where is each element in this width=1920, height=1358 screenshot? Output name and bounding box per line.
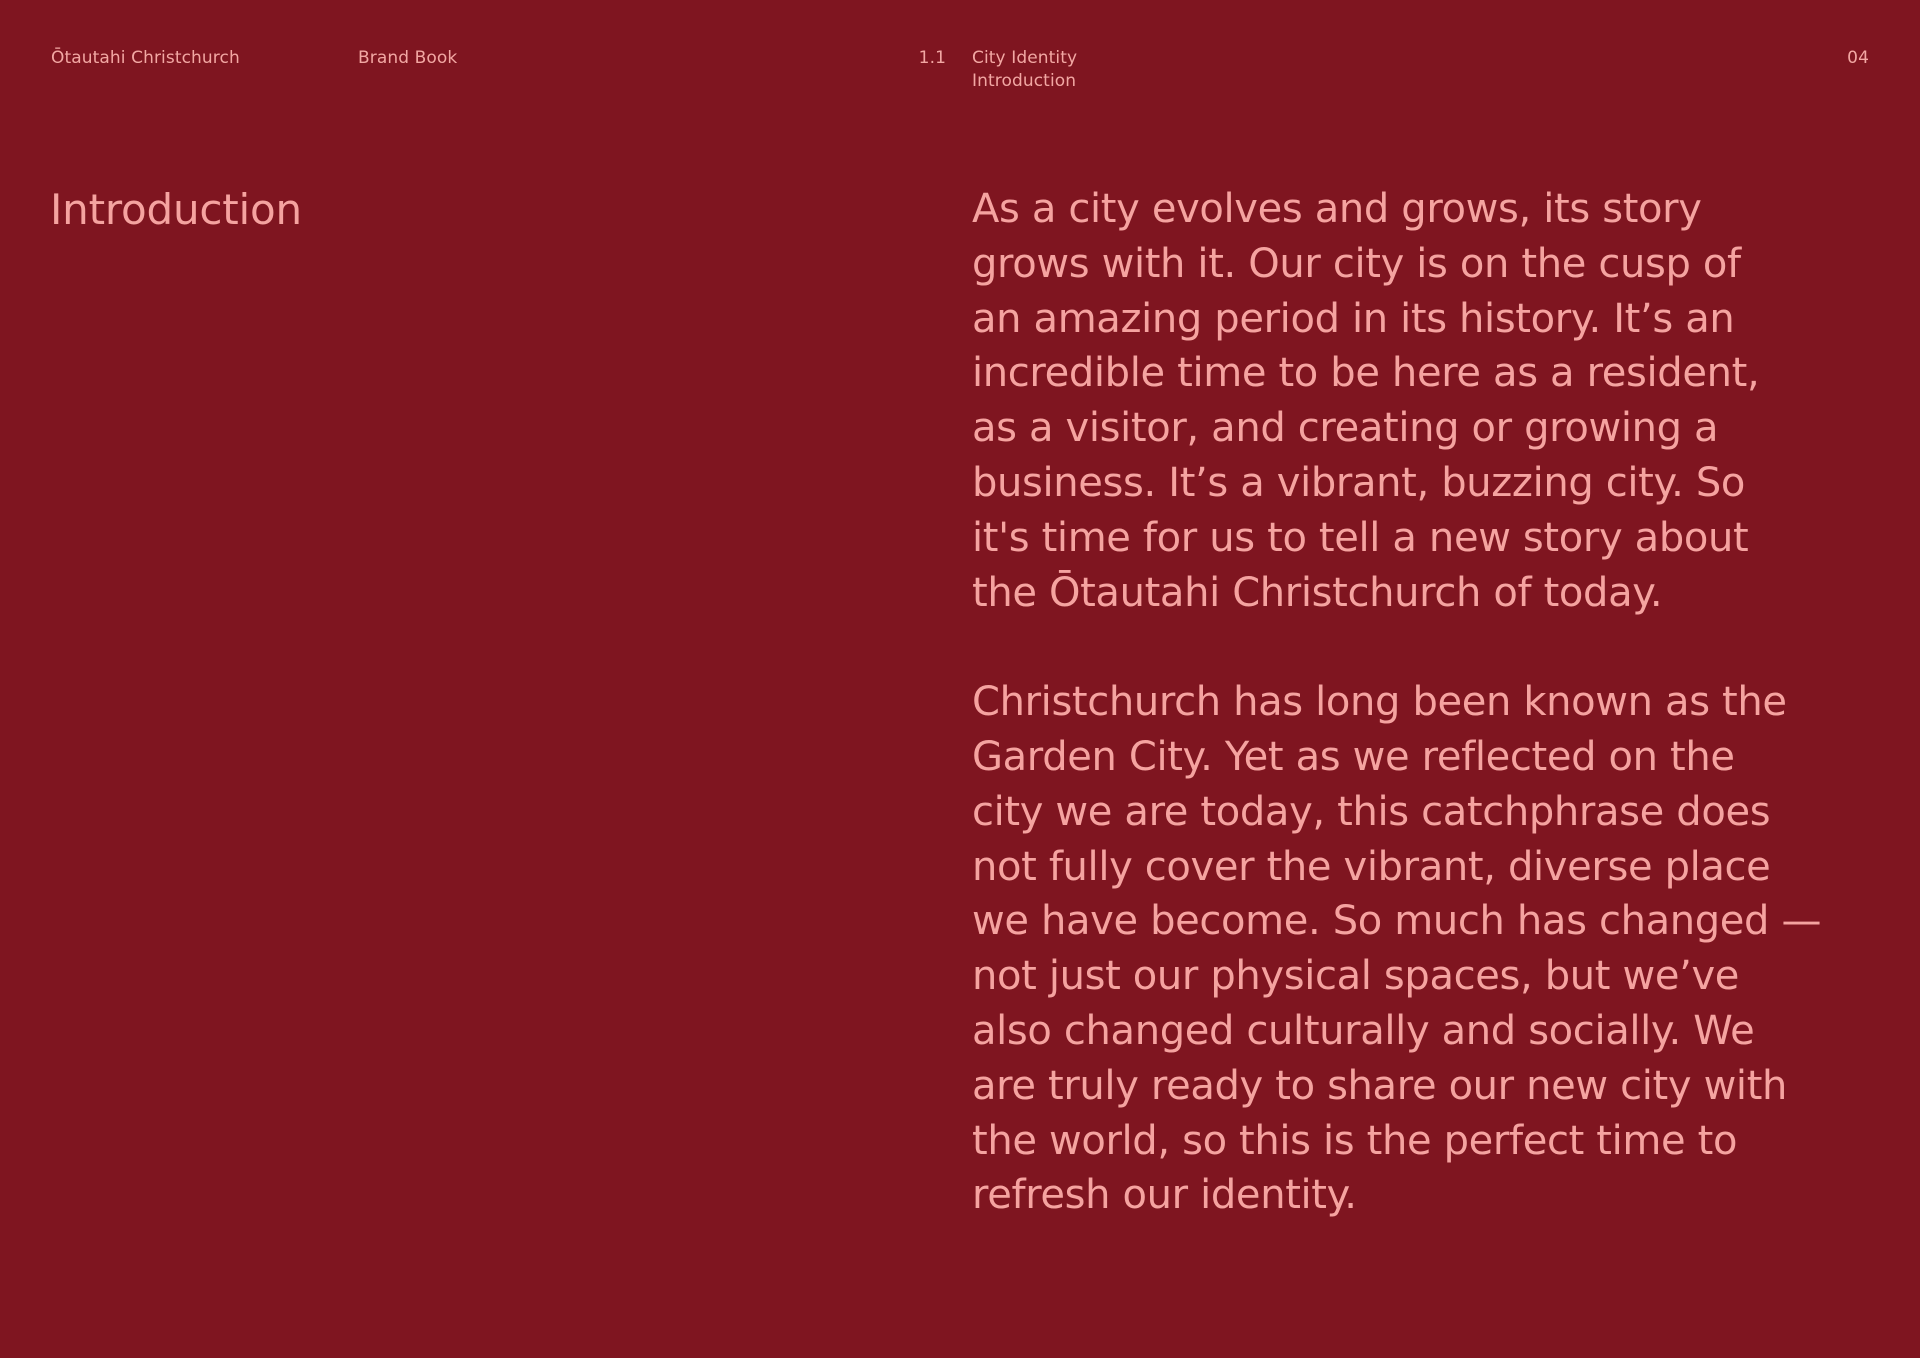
page-title: Introduction bbox=[50, 185, 302, 234]
paragraph-garden-city bbox=[972, 675, 1862, 1223]
paragraph-line: Garden City. Yet as we reflected on the bbox=[972, 733, 1735, 780]
paragraph-line: incredible time to be here as a resident, bbox=[972, 350, 1760, 397]
paragraph-line: it's time for us to tell a new story about bbox=[972, 514, 1749, 561]
paragraph-line: Christchurch has long been known as the bbox=[972, 679, 1787, 726]
paragraph-line: are truly ready to share our new city with bbox=[972, 1062, 1788, 1109]
paragraph-line: we have become. So much has changed — bbox=[972, 898, 1822, 945]
paragraph-line: As a city evolves and grows, its story bbox=[972, 186, 1702, 232]
paragraph-line: city we are today, this catchphrase does bbox=[972, 788, 1771, 835]
paragraph-line: an amazing period in its history. It’s an bbox=[972, 295, 1735, 342]
paragraph-line: business. It’s a vibrant, buzzing city. So bbox=[972, 459, 1745, 506]
paragraph-line: not just our physical spaces, but we’ve bbox=[972, 953, 1740, 1000]
paragraph-line: also changed culturally and socially. We bbox=[972, 1007, 1755, 1054]
paragraph-line: the Ōtautahi Christchurch of today. bbox=[972, 569, 1663, 616]
section-heading-block bbox=[972, 47, 1077, 93]
section-title: City Identity bbox=[972, 48, 1078, 68]
paragraph-line: not fully cover the vibrant, diverse place bbox=[972, 843, 1771, 890]
paragraph-line: the world, so this is the perfect time to bbox=[972, 1117, 1738, 1164]
document-title-header: Brand Book bbox=[358, 48, 458, 68]
page-number: 04 bbox=[1847, 48, 1869, 68]
paragraph-line: as a visitor, and creating or growing a bbox=[972, 405, 1719, 452]
paragraph-intro bbox=[972, 182, 1862, 620]
paragraph-line: refresh our identity. bbox=[972, 1172, 1357, 1219]
section-number: 1.1 bbox=[918, 48, 946, 68]
subsection-title: Introduction bbox=[972, 71, 1077, 91]
paragraph-line: grows with it. Our city is on the cusp of bbox=[972, 240, 1741, 287]
city-name-header: Ōtautahi Christchurch bbox=[51, 48, 240, 68]
body-copy bbox=[972, 182, 1862, 1223]
